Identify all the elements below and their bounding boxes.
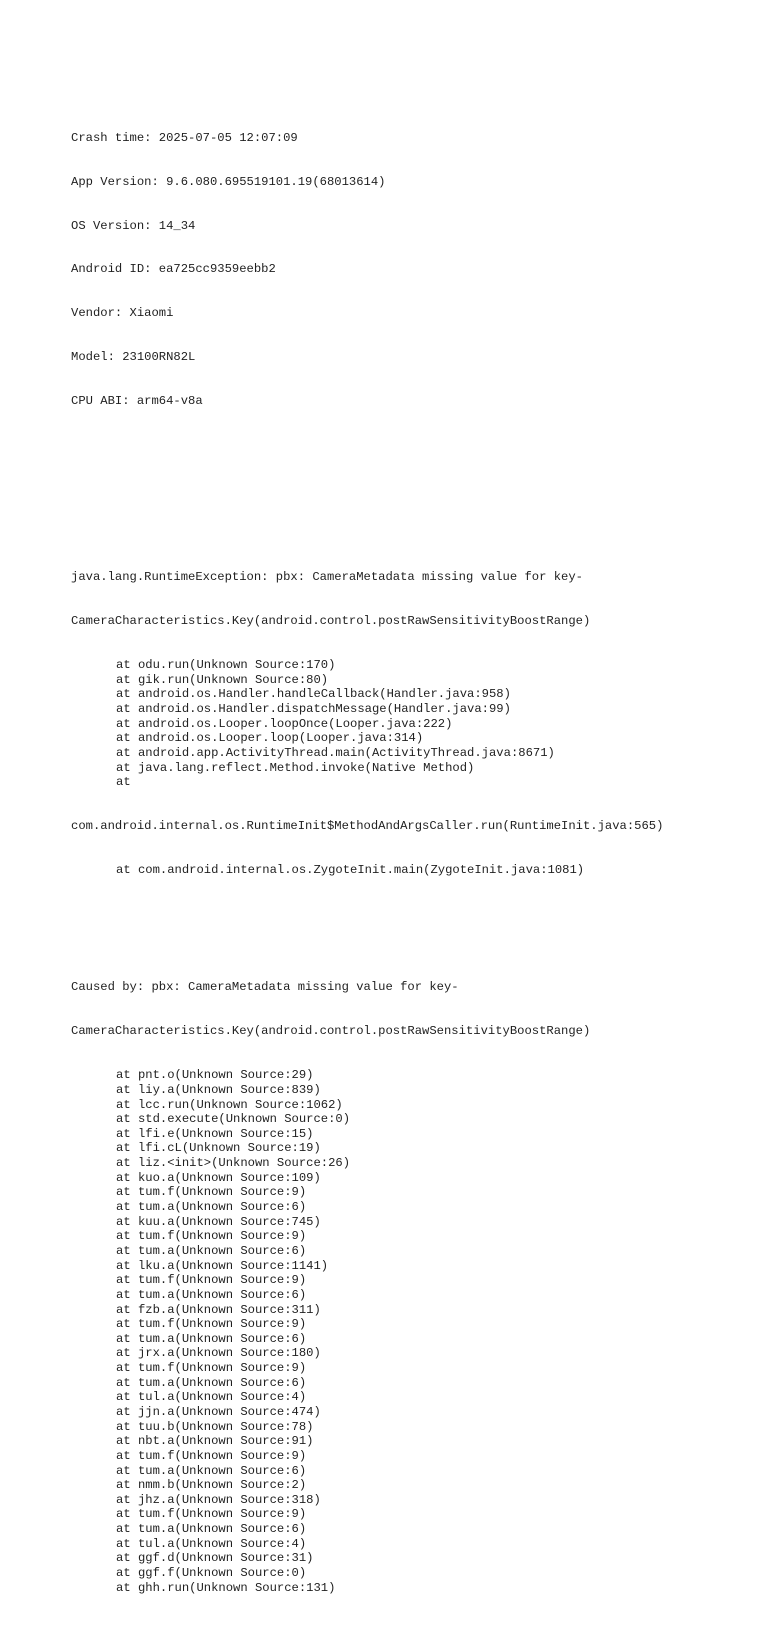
caused-by-message-line: CameraCharacteristics.Key(android.control.postRawSensitivityBoostRange) (71, 1024, 591, 1039)
os-version-line: OS Version: 14_34 (71, 218, 196, 233)
stack-frame: at tuu.b(Unknown Source:78) (116, 1419, 314, 1434)
stack-frame: at lfi.e(Unknown Source:15) (116, 1126, 314, 1141)
stack-frame: at tum.f(Unknown Source:9) (116, 1361, 307, 1376)
exception-block (71, 541, 751, 907)
android-id-line: Android ID: ea725cc9359eebb2 (71, 262, 276, 277)
stack-frame: at fzb.a(Unknown Source:311) (116, 1302, 321, 1317)
stack-frame: at tum.f(Unknown Source:9) (116, 1185, 307, 1200)
stack-frame: at tum.f(Unknown Source:9) (116, 1229, 307, 1244)
stack-frame: at com.android.internal.os.ZygoteInit.main(ZygoteInit.java:1081) (116, 863, 585, 878)
stack-frame: at tul.a(Unknown Source:4) (116, 1390, 307, 1405)
stack-frame: at tum.a(Unknown Source:6) (116, 1200, 307, 1215)
stack-frame: at tum.f(Unknown Source:9) (116, 1273, 307, 1288)
stack-frame: at tum.f(Unknown Source:9) (116, 1507, 307, 1522)
stack-frame: at tum.a(Unknown Source:6) (116, 1375, 307, 1390)
stack-frame: at android.os.Handler.dispatchMessage(Handler.java:99) (116, 702, 511, 717)
stack-frame: at nmm.b(Unknown Source:2) (116, 1478, 307, 1493)
stack-frame: at std.execute(Unknown Source:0) (116, 1112, 351, 1127)
stack-frame: at android.os.Looper.loopOnce(Looper.java:222) (116, 716, 453, 731)
stack-frame: at gik.run(Unknown Source:80) (116, 672, 329, 687)
wrapped-stack-frame: com.android.internal.os.RuntimeInit$MethodAndArgsCaller.run(RuntimeInit.java:565) (71, 819, 664, 834)
stack-frame: at tum.a(Unknown Source:6) (116, 1243, 307, 1258)
caused-by-block (71, 951, 751, 1625)
stack-frame: at tum.a(Unknown Source:6) (116, 1331, 307, 1346)
cpu-abi-line: CPU ABI: arm64-v8a (71, 394, 203, 409)
exception-message-line: CameraCharacteristics.Key(android.control.postRawSensitivityBoostRange) (71, 614, 591, 629)
stack-frame: at android.os.Handler.handleCallback(Handler.java:958) (116, 687, 511, 702)
exception-message-line: java.lang.RuntimeException: pbx: CameraMetadata missing value for key- (71, 570, 583, 585)
stack-frame: at liz.<init>(Unknown Source:26) (116, 1156, 351, 1171)
stack-frame: at tum.f(Unknown Source:9) (116, 1448, 307, 1463)
stack-frame: at ggf.d(Unknown Source:31) (116, 1551, 314, 1566)
stack-frame: at tul.a(Unknown Source:4) (116, 1536, 307, 1551)
blank-line (71, 482, 751, 497)
stack-frame: at lfi.cL(Unknown Source:19) (116, 1141, 321, 1156)
crash-log-document (71, 72, 751, 1639)
stack-frame: at android.os.Looper.loop(Looper.java:314) (116, 731, 424, 746)
stack-frame: at pnt.o(Unknown Source:29) (116, 1068, 314, 1083)
stack-frame: at java.lang.reflect.Method.invoke(Native Method) (116, 760, 475, 775)
stack-frame: at jjn.a(Unknown Source:474) (116, 1405, 321, 1419)
stack-frame: at jhz.a(Unknown Source:318) (116, 1492, 321, 1507)
caused-by-stack-frames (71, 1068, 751, 1595)
stack-frame: at jrx.a(Unknown Source:180) (116, 1346, 321, 1361)
stack-frame: at ghh.run(Unknown Source:131) (116, 1580, 336, 1595)
stack-frame: at liy.a(Unknown Source:839) (116, 1082, 321, 1097)
crash-header (71, 101, 751, 438)
caused-by-message-line: Caused by: pbx: CameraMetadata missing value for key- (71, 980, 459, 995)
stack-frame: at kuo.a(Unknown Source:109) (116, 1170, 321, 1185)
vendor-line: Vendor: Xiaomi (71, 306, 174, 321)
stack-frame: at tum.a(Unknown Source:6) (116, 1522, 307, 1537)
stack-frame: at ggf.f(Unknown Source:0) (116, 1566, 307, 1581)
stack-frame: at odu.run(Unknown Source:170) (116, 658, 336, 673)
stack-frame: at kuu.a(Unknown Source:745) (116, 1214, 321, 1229)
stack-frame: at (116, 775, 131, 790)
model-line: Model: 23100RN82L (71, 350, 196, 365)
stack-frame: at tum.a(Unknown Source:6) (116, 1287, 307, 1302)
stack-frame: at android.app.ActivityThread.main(ActivityThread.java:8671) (116, 745, 555, 760)
stack-frame: at tum.f(Unknown Source:9) (116, 1317, 307, 1332)
stack-frame: at lku.a(Unknown Source:1141) (116, 1258, 329, 1273)
crash-time-line: Crash time: 2025-07-05 12:07:09 (71, 130, 298, 145)
app-version-line: App Version: 9.6.080.695519101.19(68013614) (71, 174, 386, 189)
stack-frame: at nbt.a(Unknown Source:91) (116, 1434, 314, 1449)
stack-frame: at tum.a(Unknown Source:6) (116, 1463, 307, 1478)
exception-stack-frames (71, 658, 751, 790)
stack-frame: at lcc.run(Unknown Source:1062) (116, 1097, 343, 1112)
